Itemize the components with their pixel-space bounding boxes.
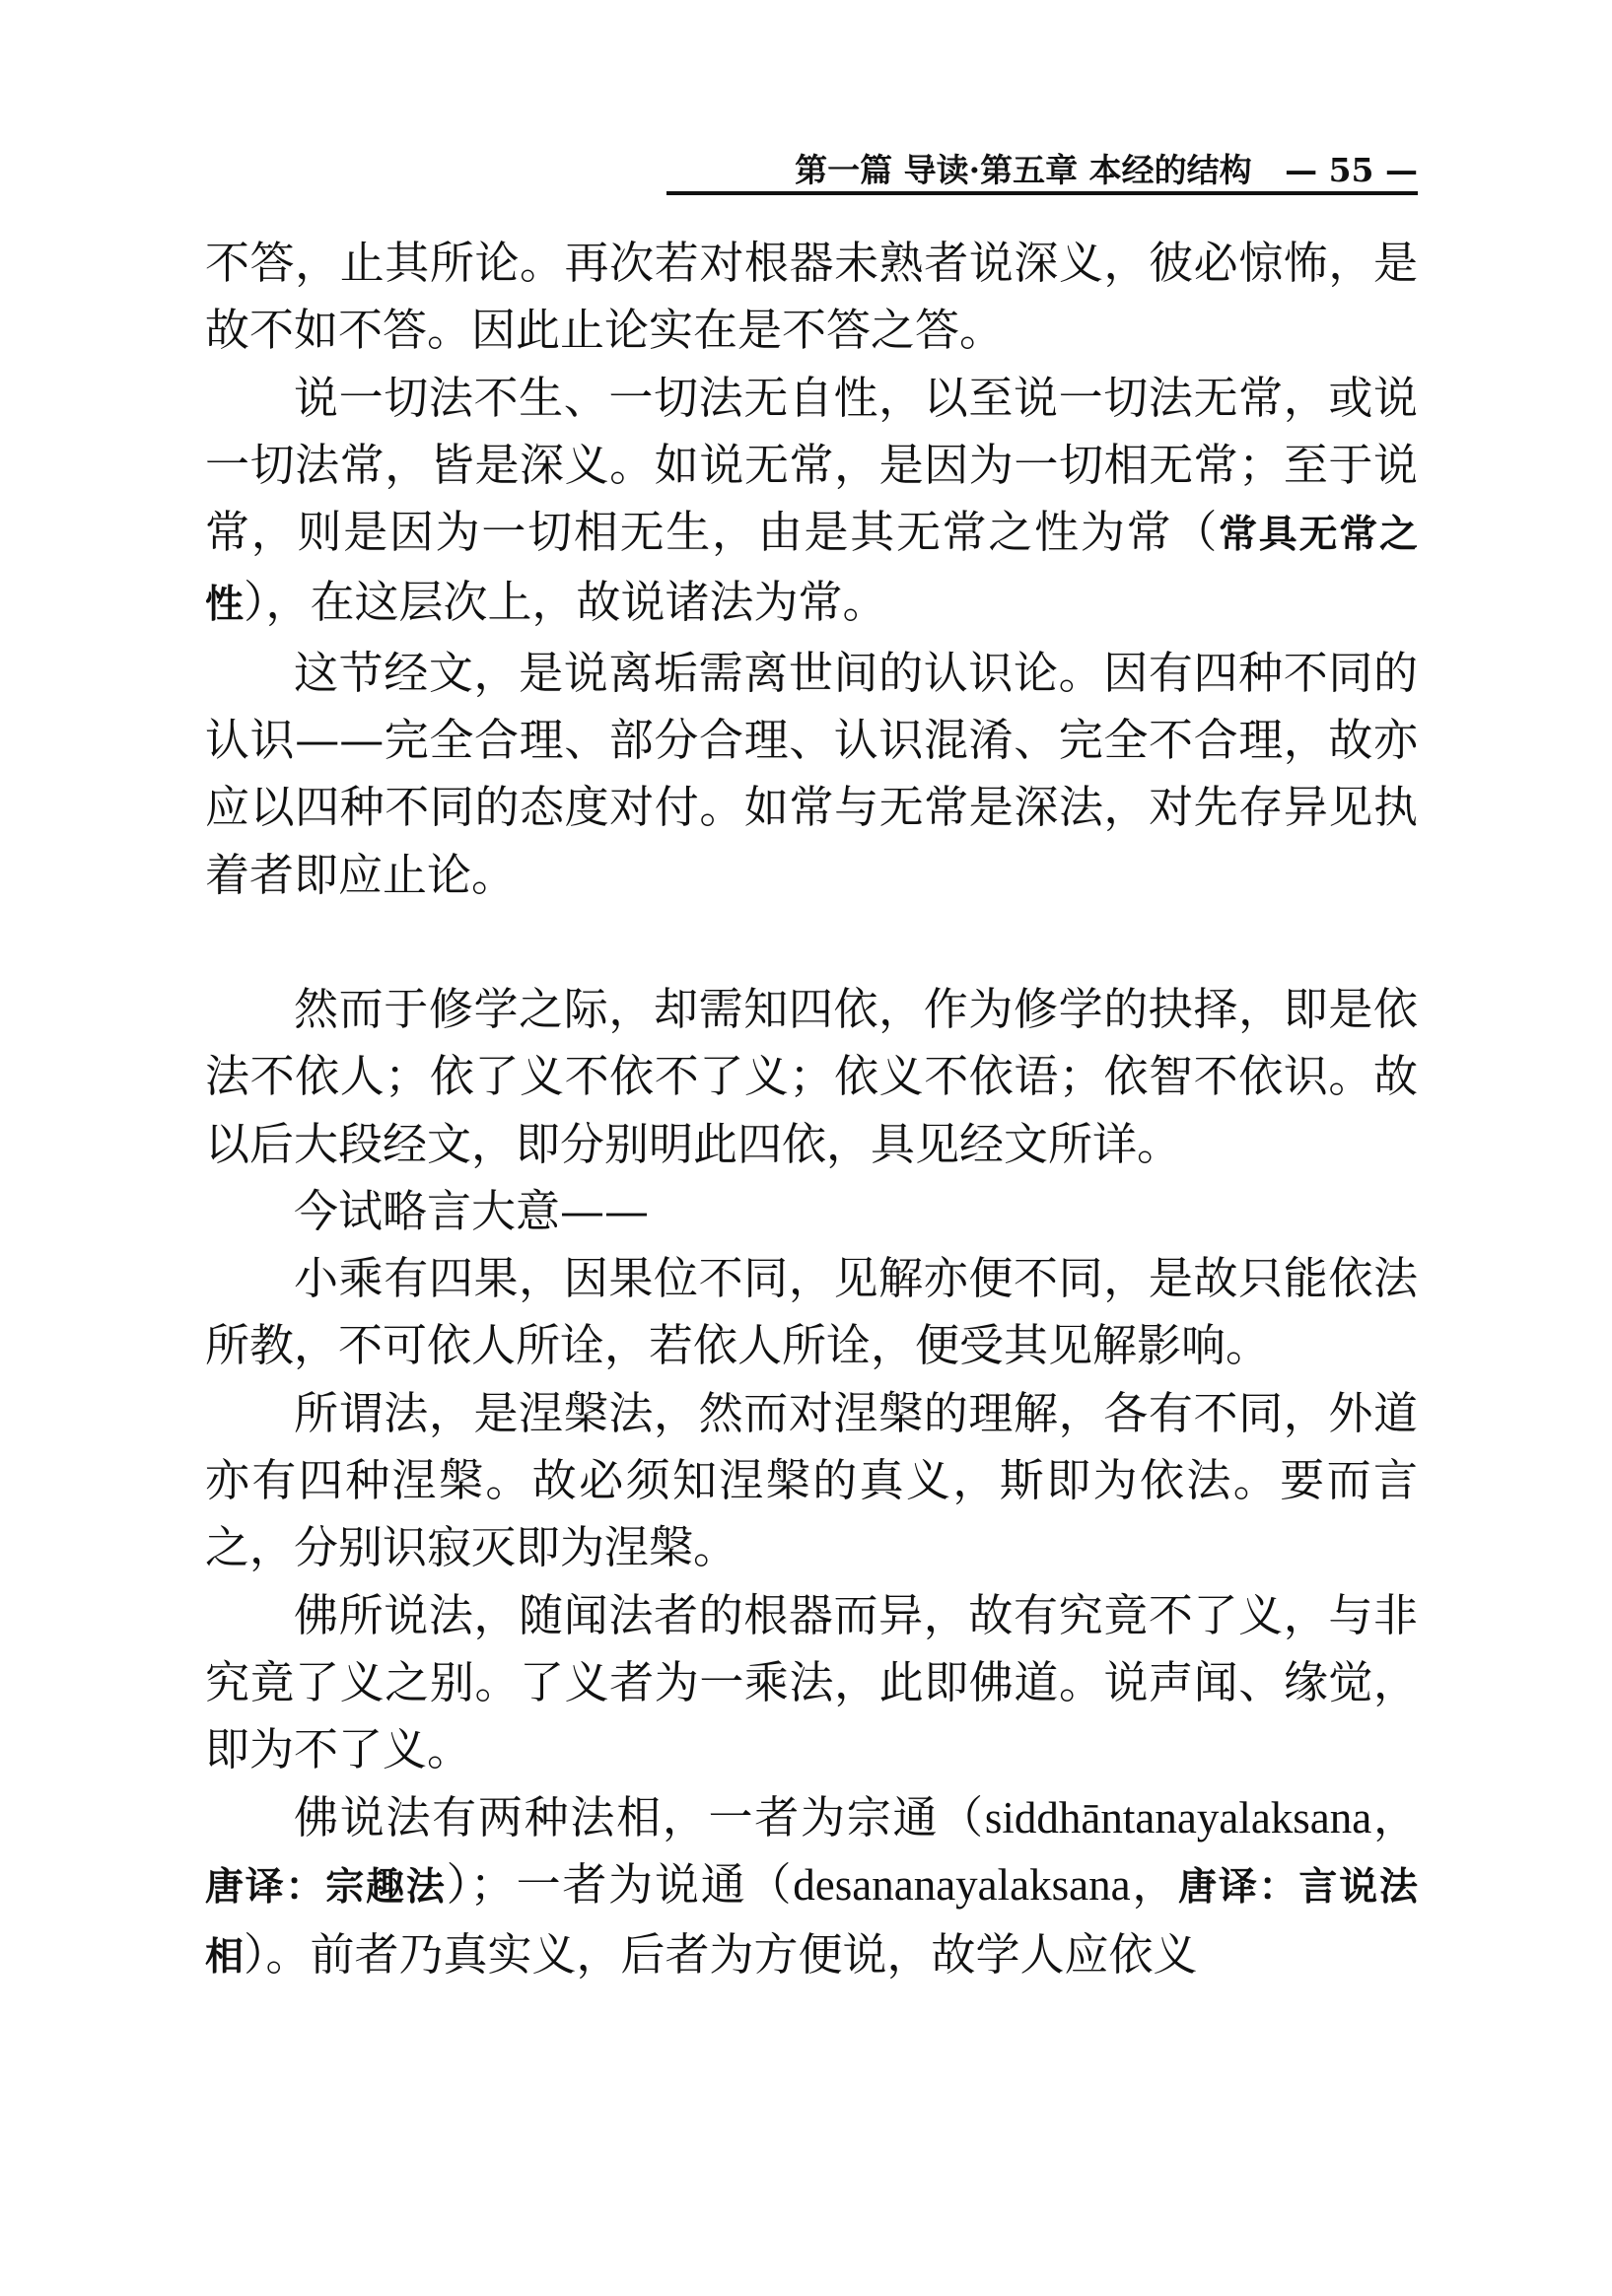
paragraph-text: 说一切法不生、一切法无自性，以至说一切法无常，或说一切法常，皆是深义。如说无常，是因为一切相无常；至于说常，则是因为一切相无生，由是其无常之性为常（ [205, 371, 1418, 559]
header-rule [666, 191, 1418, 195]
paragraph: 这节经文，是说离垢需离世间的认识论。因有四种不同的认识——完全合理、部分合理、认识混淆、完全不合理，故亦应以四种不同的态度对付。如常与无常是深法，对先存异见执着者即应止论。 [205, 646, 1418, 901]
paragraph-text: ）。前者乃真实义，后者为方便说，故学人应依义 [244, 1928, 1198, 1982]
paragraph [205, 365, 1418, 640]
inline-note: 常具无常之性 [205, 513, 1418, 628]
sanskrit-term: desananayalaksana [793, 1859, 1131, 1910]
paragraph: 佛所说法，随闻法者的根器而异，故有究竟不了义，与非究竟了义之别。了义者为一乘法，此即佛道。说声闻、缘觉，即为不了义。 [205, 1588, 1418, 1776]
body-text [205, 230, 1418, 1991]
running-header [666, 148, 1418, 193]
paragraph-text: 佛说法有两种法相，一者为宗通（ [294, 1790, 985, 1844]
paragraph-text: ， [1130, 1857, 1179, 1911]
paragraph: 然而于修学之际，却需知四依，作为修学的抉择，即是依法不依人；依了义不依不了义；依义不依语；依智不依识。故以后大段经文，即分别明此四依，具见经文所详。 [205, 982, 1418, 1170]
paragraph: 所谓法，是涅槃法，然而对涅槃的理解，各有不同，外道亦有四种涅槃。故必须知涅槃的真义，斯即为依法。要而言之，分别识寂灭即为涅槃。 [205, 1386, 1418, 1574]
paragraph-text: ），在这层次上，故说诸法为常。 [244, 576, 887, 629]
paragraph: 小乘有四果，因果位不同，见解亦便不同，是故只能依法所教，不可依人所诠，若依人所诠，便受其见解影响。 [205, 1252, 1418, 1372]
paragraph [205, 1784, 1418, 1992]
sanskrit-term: siddhāntanayalaksana [984, 1792, 1372, 1843]
header-title: 第一篇 导读·第五章 本经的结构 [795, 151, 1252, 189]
paragraph-text: ， [1371, 1790, 1418, 1844]
paragraph-text: ）；一者为说通（ [446, 1857, 794, 1911]
page-number: — 55 — [1285, 151, 1418, 189]
paragraph: 今试略言大意—— [294, 1184, 650, 1237]
inline-note: 唐译：言说法相 [205, 1864, 1418, 1981]
inline-note: 唐译：宗趣法 [205, 1864, 447, 1910]
paragraph: 不答，止其所论。再次若对根器未熟者说深义，彼必惊怖，是故不如不答。因此止论实在是不答之答。 [205, 237, 1418, 357]
